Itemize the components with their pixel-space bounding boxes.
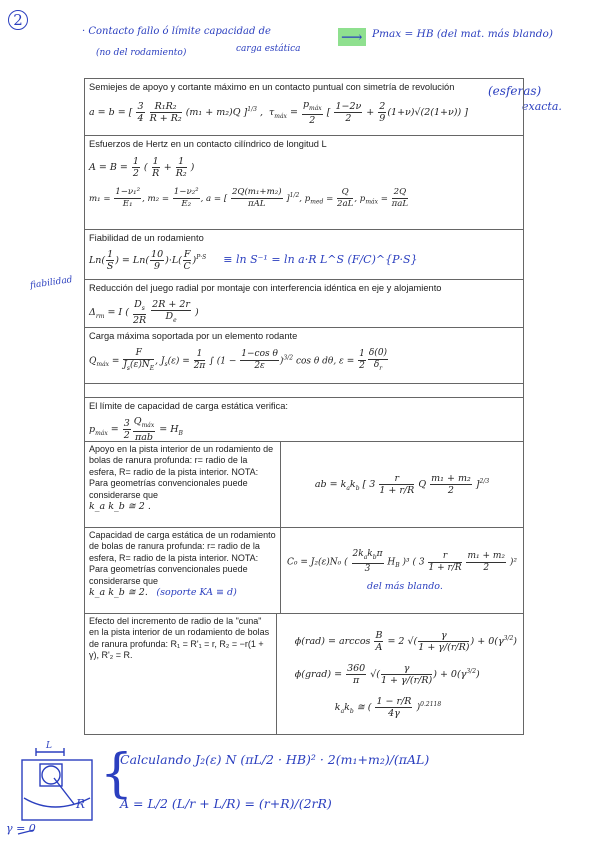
table-row-formula-cell (277, 614, 523, 734)
brace-icon: { (100, 744, 134, 804)
formula-kakb: $k_ak_b$ ≅ ( $\frac{1 - r/R}{4\gamma}$ )$^{0.2118}$ (334, 695, 442, 719)
section-title: Semiejes de apoyo y cortante máximo en un contacto puntual con simetría de revolución (89, 82, 455, 92)
note-gamma: γ = 0 (6, 822, 36, 835)
note-esferas: (esferas) (488, 84, 542, 98)
table-row-cuna (85, 614, 523, 734)
ka-kb-note: k_a k_b ≅ 2 . (89, 501, 151, 513)
svg-text:R: R (76, 797, 86, 811)
formula-carga-maxima: $Q_{máx}$ = $\frac{F}{J_s(\varepsilon)N_E}$ , $J_s(\varepsilon)$ = $\frac{1}{2\pi}$ ∫ (1 − $\frac{\text{1−cos θ}}{2\varepsilon}$ )$^{3/2}$ cos θ dθ, ε = $\frac{1}{2}$ $\frac{\delta(0)}{\delta_r}$ (89, 348, 388, 372)
formula-fiabilidad: Ln( $\frac{1}{S}$ ) = Ln( $\frac{10}{9}$ )·L( $\frac{F}{C}$ )$^{P\cdot S}$ ≡ ln S⁻¹ = ln a·R L^S (F/C)^{P·S} (89, 249, 418, 272)
formula-A-B: A = B = $\frac{1}{2}$ ( $\frac{1}{R}$ + $\frac{1}{\text{R₂}}$ ) (89, 156, 195, 179)
table-row-formula-cell (281, 528, 523, 613)
note-del-mas-blando: del más blando. (366, 580, 443, 592)
note-arrow: ⟶ (338, 28, 366, 46)
section-limite-capacidad (85, 398, 523, 442)
section-contacto-puntual (85, 79, 523, 136)
table-row-description: Capacidad de carga estática de un rodamiento de bolas de ranura profunda: r= radio de la esfera, R= radio de la pista interior. NOTA: Para geometrías convencionales puede considerarse que k_a k_b ≅ 2. (soporte KA ≡ d) (85, 528, 281, 613)
formula-juego-radial: $\Delta_{rm} = I$ ( $\frac{D_s}{2R}$ $\frac{2R + 2r}{D_e}$ ) (89, 299, 199, 326)
note-top-line1b: carga estática (236, 44, 301, 54)
formula-ab: ab = $k_ak_b$ [ 3 $\frac{r}{1 + r/R}$ Q $\frac{\text{m₁ + m₂}}{2}$ ]$^{2/3}$ (314, 473, 490, 496)
table-row-formula-cell (281, 442, 523, 527)
formula-limite: $p_{máx}$ = $\frac{3}{2}$ $\frac{Q_{máx}}{\text{πab}}$ = $H_B$ (89, 416, 183, 443)
section-contacto-cilindrico (85, 136, 523, 230)
formula-sheet (84, 78, 524, 735)
table-row-description: Efecto del incremento de radio de la "cuna" en la pista interior de un rodamiento de bolas de ranura profunda: R₁ = R'₁ = r, R₂ = −r(1 + γ), R'₂ = R. (85, 614, 277, 734)
page-number: 2 (8, 10, 28, 30)
note-soporte: (soporte KA ≡ d) (156, 587, 237, 599)
section-title: El límite de capacidad de carga estática verifica: (89, 401, 288, 411)
table-row-description: Apoyo en la pista interior de un rodamiento de bolas de ranura profunda: r= radio de la esfera, R= radio de la pista interior. NOTA: Para geometrías convencionales puede considerarse que k_a k_b ≅ 2 . (85, 442, 281, 527)
section-fiabilidad (85, 230, 523, 280)
note-fiabilidad-formula: ≡ ln S⁻¹ = ln a·R L^S (F/C)^{P·S} (223, 253, 418, 266)
note-fiabilidad: fiabilidad (29, 275, 74, 291)
section-spacer (85, 384, 523, 398)
section-juego-radial (85, 280, 523, 328)
section-title: Esfuerzos de Hertz en un contacto cilíndrico de longitud L (89, 139, 327, 149)
section-title: Fiabilidad de un rodamiento (89, 233, 204, 243)
note-exacta: exacta. (522, 100, 562, 113)
formula-C0: C₀ = J₂(ε)N₀ ( $\frac{2k_ak_b\pi}{3}$ $H_B$ )³ ( 3 $\frac{r}{1 + r/R}$ $\frac{\text{m₁ + m₂}}{2}$ )² (286, 549, 517, 574)
note-top-line2: (no del rodamiento) (96, 48, 187, 58)
formula-semiejes: a = b = [ $\frac{3}{4}$ $\frac{\text{R₁R₂}}{\text{R + R₂}}$ (m₁ + m₂)Q ]$^{1/3}$ , $\tau_{máx}$ = $\frac{p_{máx}}{2}$ [ $\frac{1-2\nu}{2}$ + $\frac{2}{9}$ (1+ν)√(2(1+ν)) ] (89, 99, 468, 126)
formula-m-a-p: m₁ = $\frac{\text{1−ν₁²}}{\text{E₁}}$ , m₂ = $\frac{\text{1−ν₂²}}{\text{E₂}}$ , a = [ $\frac{\text{2Q(m₁+m₂)}}{\text{πAL}}$ ]$^{1/2}$, $p_{med}$ = $\frac{Q}{2aL}$ , $p_{máx}$ = $\frac{2Q}{\text{πaL}}$ (89, 187, 409, 209)
formula-phi-rad: ϕ(rad) = arccos $\frac{B}{A}$ = 2 √( $\frac{\gamma}{1 + \gamma/(r/R)}$ ) + $0(\gamma^{3/2})$ (294, 629, 517, 653)
section-title: Reducción del juego radial por montaje con interferencia idéntica en eje y alojamiento (89, 283, 442, 293)
section-carga-maxima (85, 328, 523, 384)
formula-phi-grad: ϕ(grad) = $\frac{360}{\pi}$ √( $\frac{\gamma}{1 + \gamma/(r/R)}$ ) + $0(\gamma^{3/2})$ (294, 662, 480, 686)
note-A-expression: A = L/2 (L/r + L/R) = (r+R)/(2rR) (120, 796, 332, 811)
table-row-apoyo (85, 442, 523, 528)
note-pmax: Pmax = HB (del mat. más blando) (372, 28, 553, 40)
note-calculando: Calculando J₂(ε) N (πL/2 · HB)² · 2(m₁+m₂)/(πAL) (120, 752, 430, 767)
svg-text:L: L (46, 741, 52, 751)
ka-kb-note: k_a k_b ≅ 2. (89, 587, 148, 599)
note-top-line1: · Contacto fallo ó límite capacidad de (82, 26, 271, 37)
table-row-capacidad (85, 528, 523, 614)
section-title: Carga máxima soportada por un elemento rodante (89, 331, 298, 341)
